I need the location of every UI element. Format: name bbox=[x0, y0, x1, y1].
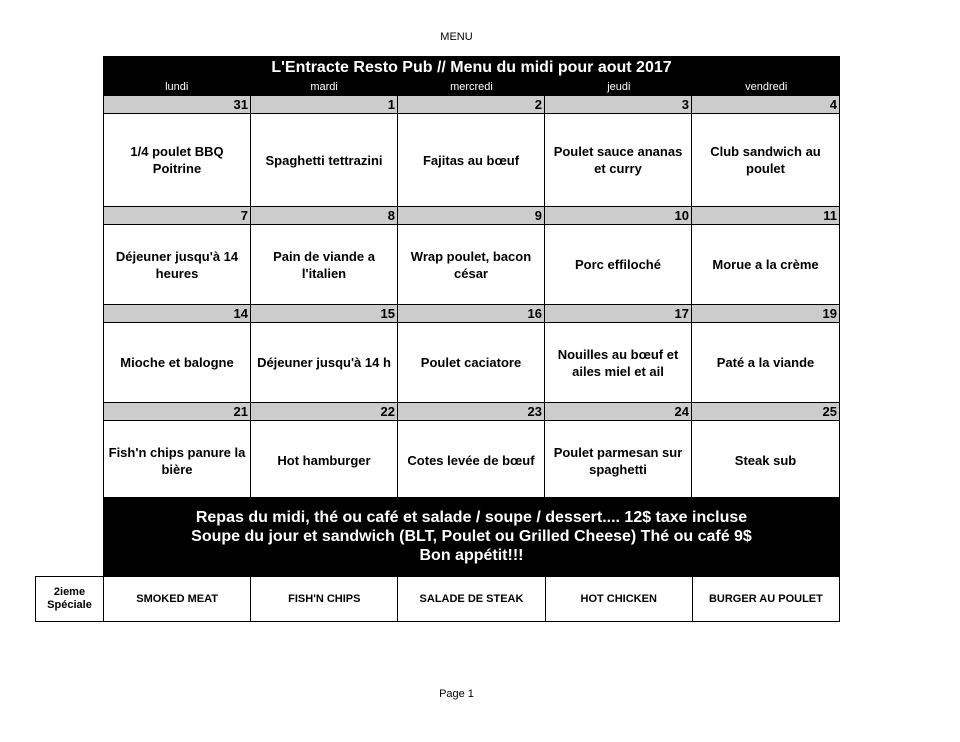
weekday-header-row bbox=[103, 80, 840, 94]
dish-name: Hot hamburger bbox=[277, 453, 371, 468]
special-label-line: 2ieme bbox=[53, 586, 86, 598]
day-cell bbox=[251, 96, 398, 206]
day-cell bbox=[104, 96, 251, 206]
dish-name: Poulet caciatore bbox=[420, 355, 522, 370]
day-number: 22 bbox=[251, 403, 397, 421]
day-number: 7 bbox=[104, 207, 250, 225]
day-number: 10 bbox=[545, 207, 691, 225]
weekday-label: jeudi bbox=[607, 81, 631, 93]
day-number: 19 bbox=[692, 305, 839, 323]
special-item: FISH'N CHIPS bbox=[251, 577, 398, 621]
dish-name: Wrap poulet, bacon césar bbox=[410, 248, 532, 281]
dish-name: Porc effiloché bbox=[575, 257, 661, 272]
week-row bbox=[104, 305, 839, 403]
dish-name: Cotes levée de bœuf bbox=[407, 453, 535, 468]
menu-calendar-grid bbox=[103, 96, 840, 501]
day-cell bbox=[398, 305, 545, 402]
day-cell bbox=[251, 207, 398, 304]
day-cell bbox=[251, 403, 398, 500]
promo-line: Repas du midi, thé ou café et salade / soupe / dessert.... 12$ taxe incluse bbox=[195, 509, 748, 526]
dish-name: Fish'n chips panure la bière bbox=[108, 444, 246, 477]
week-row bbox=[104, 207, 839, 305]
weekday-label: mercredi bbox=[450, 81, 493, 93]
dish-name: Poulet parmesan sur spaghetti bbox=[553, 444, 683, 477]
dish-name: Club sandwich au poulet bbox=[710, 144, 821, 176]
day-cell bbox=[692, 207, 839, 304]
day-cell bbox=[251, 305, 398, 402]
dish-name: Morue a la crème bbox=[712, 257, 819, 272]
week-row bbox=[104, 403, 839, 501]
special-label-line: Spéciale bbox=[47, 599, 92, 611]
special-row bbox=[35, 576, 840, 622]
day-cell bbox=[545, 305, 692, 402]
special-label bbox=[36, 577, 104, 621]
day-cell bbox=[398, 403, 545, 500]
menu-title: L'Entracte Resto Pub // Menu du midi pour aout 2017 bbox=[271, 59, 672, 76]
day-cell bbox=[545, 403, 692, 500]
special-item: HOT CHICKEN bbox=[546, 577, 693, 621]
dish-name: Mioche et balogne bbox=[120, 355, 234, 370]
day-number: 2 bbox=[398, 96, 544, 114]
day-cell bbox=[398, 96, 545, 206]
day-cell bbox=[692, 96, 839, 206]
day-cell bbox=[692, 403, 839, 500]
day-number: 3 bbox=[545, 96, 691, 114]
page-footer: Page 1 bbox=[439, 688, 474, 700]
promo-line: Soupe du jour et sandwich (BLT, Poulet ou Grilled Cheese) Thé ou café 9$ bbox=[191, 528, 752, 545]
dish-name: 1/4 poulet BBQ Poitrine bbox=[130, 144, 224, 176]
promo-line: Bon appétit!!! bbox=[419, 547, 524, 564]
day-cell bbox=[104, 207, 251, 304]
special-item: SALADE DE STEAK bbox=[398, 577, 545, 621]
day-number: 8 bbox=[251, 207, 397, 225]
day-number: 25 bbox=[692, 403, 839, 421]
special-item: BURGER AU POULET bbox=[708, 593, 823, 605]
day-number: 14 bbox=[104, 305, 250, 323]
day-cell bbox=[104, 305, 251, 402]
day-number: 15 bbox=[251, 305, 397, 323]
dish-name: Pain de viande a l'italien bbox=[273, 248, 375, 281]
day-number: 31 bbox=[104, 96, 250, 114]
dish-name: Déjeuner jusqu'à 14 h bbox=[257, 355, 391, 370]
day-number: 21 bbox=[104, 403, 250, 421]
day-cell bbox=[398, 207, 545, 304]
promo-banner bbox=[103, 497, 840, 576]
dish-name: Déjeuner jusqu'à 14 heures bbox=[115, 248, 239, 281]
weekday-label: lundi bbox=[165, 81, 189, 93]
dish-name: Fajitas au bœuf bbox=[422, 152, 520, 168]
day-number: 24 bbox=[545, 403, 691, 421]
weekday-label: mardi bbox=[310, 81, 338, 93]
day-cell bbox=[545, 207, 692, 304]
dish-name: Poulet sauce ananas et curry bbox=[553, 144, 683, 176]
menu-title-bar bbox=[103, 56, 840, 96]
day-number: 16 bbox=[398, 305, 544, 323]
dish-name: Spaghetti tettrazini bbox=[265, 152, 383, 168]
day-number: 11 bbox=[692, 207, 839, 225]
page-header: MENU bbox=[440, 31, 473, 43]
dish-name: Steak sub bbox=[734, 453, 797, 468]
day-number: 17 bbox=[545, 305, 691, 323]
weekday-label: vendredi bbox=[745, 81, 788, 93]
day-cell bbox=[692, 305, 839, 402]
week-row bbox=[104, 96, 839, 207]
dish-name: Nouilles au bœuf et ailes miel et ail bbox=[557, 346, 679, 379]
special-item: SMOKED MEAT bbox=[104, 577, 251, 621]
day-number: 9 bbox=[398, 207, 544, 225]
day-number: 23 bbox=[398, 403, 544, 421]
day-cell bbox=[104, 403, 251, 500]
dish-name: Paté a la viande bbox=[716, 355, 815, 370]
day-number: 4 bbox=[692, 96, 839, 114]
day-number: 1 bbox=[251, 96, 397, 114]
day-cell bbox=[545, 96, 692, 206]
